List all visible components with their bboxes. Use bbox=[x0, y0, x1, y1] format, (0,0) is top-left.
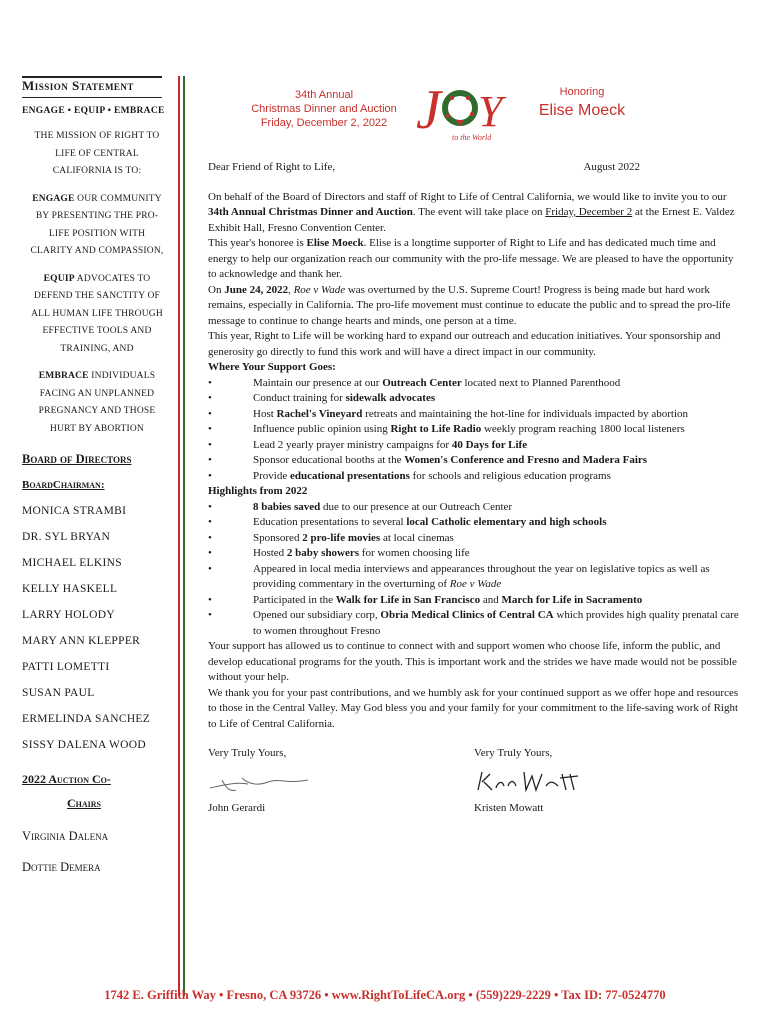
wreath-icon bbox=[445, 93, 475, 123]
mission-line: PREGNANCY AND THOSE bbox=[38, 406, 156, 416]
board-member: ERMELINDA SANCHEZ bbox=[22, 713, 151, 725]
signature-left bbox=[208, 746, 474, 817]
list-item: • Appeared in local media interviews and appearances throughout the year on legislative topics as well as providing commentary in the overturning of Roe v Wade bbox=[208, 562, 740, 593]
closing: Very Truly Yours, bbox=[474, 747, 553, 759]
mission-line: CALIFORNIA IS TO: bbox=[52, 166, 142, 176]
list-item: • Opened our subsidiary corp, Obria Medical Clinics of Central CA which provides high quality prenatal care to women throughout Fresno bbox=[208, 608, 740, 639]
cochairs-title-line: Chairs bbox=[67, 796, 102, 810]
list-item: • Lead 2 yearly prayer ministry campaigns for 40 Days for Life bbox=[208, 438, 740, 454]
logo-j: J bbox=[416, 79, 441, 141]
paragraph: On June 24, 2022, Roe v Wade was overturned by the U.S. Supreme Court! Progress is being made but hard work remains, especially in California. The pro-life movement must continue to educate the public and to spread the pro-life message to continue to change hearts and minds, one person at a time. bbox=[208, 283, 731, 327]
mission-line: LIFE POSITION WITH bbox=[48, 228, 146, 239]
list-item: • Maintain our presence at our Outreach Center located next to Planned Parenthood bbox=[208, 376, 740, 392]
cochairs-title bbox=[22, 767, 172, 815]
mission-rule bbox=[22, 97, 162, 98]
mission-line: FACING AN UNPLANNED bbox=[39, 388, 155, 399]
cochair-name: Dottie Demera bbox=[22, 860, 101, 874]
mission-line: DEFEND THE SANCTITY OF bbox=[33, 291, 161, 301]
tagline: ENGAGE • EQUIP • EMBRACE bbox=[22, 106, 165, 116]
red-divider bbox=[178, 76, 180, 996]
board-member: KELLY HASKELL bbox=[22, 583, 118, 595]
paragraph: This year, Right to Life will be working hard to expand our outreach and education initiatives. Your sponsorship and generosity go directly to fund this work and will have a direct impact in our community. bbox=[208, 330, 721, 358]
mission-engage: ENGAGE OUR COMMUNITY bbox=[32, 193, 162, 204]
mission-line: CLARITY AND COMPASSION, bbox=[30, 246, 164, 256]
mission-text bbox=[22, 128, 172, 438]
letter-date: August 2022 bbox=[583, 161, 640, 173]
board-chairman-label: BoardChairman: bbox=[22, 479, 105, 491]
signer-name: Kristen Mowatt bbox=[474, 802, 544, 814]
event-info bbox=[244, 88, 404, 130]
event-line: Christmas Dinner and Auction bbox=[251, 103, 397, 115]
board-member: MARY ANN KLEPPER bbox=[22, 635, 141, 647]
board-member: PATTI LOMETTI bbox=[22, 661, 110, 673]
logo-y: Y bbox=[478, 87, 503, 136]
highlights-list bbox=[208, 500, 740, 640]
cochairs-title-line: 2022 Auction Co- bbox=[22, 772, 111, 786]
closing: Very Truly Yours, bbox=[208, 747, 287, 759]
list-item: • Influence public opinion using Right to Life Radio weekly program reaching 1800 local listeners bbox=[208, 422, 740, 438]
list-item: • Conduct training for sidewalk advocates bbox=[208, 391, 740, 407]
cochair-name: Virginia Dalena bbox=[22, 829, 109, 843]
list-item: • Provide educational presentations for schools and religious education programs bbox=[208, 469, 740, 485]
joy-logo bbox=[412, 76, 516, 146]
footer-address: 1742 E. Griffith Way • Fresno, CA 93726 • www.RightToLifeCA.org • (559)229-2229 • Tax ID: 77-0524770 bbox=[104, 988, 666, 1002]
honoring-label: Honoring bbox=[559, 86, 605, 98]
signer-name: John Gerardi bbox=[208, 802, 266, 814]
signature-gerardi bbox=[208, 762, 318, 796]
mission-line: ALL HUMAN LIFE THROUGH bbox=[31, 308, 163, 319]
sidebar bbox=[22, 76, 172, 875]
support-list bbox=[208, 376, 740, 485]
signature-block bbox=[208, 746, 740, 817]
letter-body bbox=[208, 160, 740, 817]
mission-equip: EQUIP ADVOCATES TO bbox=[43, 273, 151, 284]
logo-sub: to the World bbox=[452, 133, 492, 142]
paragraph: Your support has allowed us to continue to connect with and support women who choose life, inform the public, and develop educational programs for the youth. This is important work and the strides we have made would not be possible without your help. bbox=[208, 640, 737, 683]
mission-line: LIFE OF CENTRAL bbox=[55, 148, 139, 159]
mission-embrace: EMBRACE INDIVIDUALS bbox=[38, 371, 156, 381]
highlights-title: Highlights from 2022 bbox=[208, 485, 308, 497]
mission-line: THE MISSION OF RIGHT TO bbox=[34, 131, 160, 141]
paragraph: This year's honoree is Elise Moeck. Elise is a longtime supporter of Right to Life and has dedicated much time and energy to help our organization reach our community with the pro-life message. We are pleased to have the opportunity to acknowledge and thank her. bbox=[208, 237, 734, 280]
list-item: • 8 babies saved due to our presence at our Outreach Center bbox=[208, 500, 740, 516]
list-item: • Sponsored 2 pro-life movies at local cinemas bbox=[208, 531, 740, 547]
signature-mowatt bbox=[474, 762, 584, 796]
event-line: Friday, December 2, 2022 bbox=[260, 117, 388, 129]
letter-header bbox=[208, 160, 740, 176]
board-member: LARRY HOLODY bbox=[22, 609, 115, 621]
list-item: • Hosted 2 baby showers for women choosing life bbox=[208, 546, 740, 562]
list-item: • Education presentations to several local Catholic elementary and high schools bbox=[208, 515, 740, 531]
board-member: SUSAN PAUL bbox=[22, 687, 95, 699]
mission-line: TRAINING, AND bbox=[60, 343, 134, 354]
honoree-name: Elise Moeck bbox=[538, 102, 626, 119]
green-divider bbox=[183, 76, 185, 996]
board-member: MONICA STRAMBI bbox=[22, 505, 127, 517]
honoree-block bbox=[522, 86, 642, 120]
mission-line: BY PRESENTING THE PRO- bbox=[35, 211, 159, 221]
board-member: DR. SYL BRYAN bbox=[22, 531, 111, 543]
mission-line: HURT BY ABORTION bbox=[50, 423, 144, 434]
support-title: Where Your Support Goes: bbox=[208, 361, 336, 373]
board-title: Board of Directors bbox=[22, 452, 132, 466]
paragraph: We thank you for your past contributions, and we humbly ask for your continued support as we offer hope and resources to those in the Central Valley. May God bless you and your family for your commitment to the life-saving work of Right to Life of Central California. bbox=[208, 686, 739, 730]
list-item: • Host Rachel's Vineyard retreats and maintaining the hot-line for individuals impacted by abortion bbox=[208, 407, 740, 423]
board-member: SISSY DALENA WOOD bbox=[22, 739, 146, 751]
mission-title: Mission Statement bbox=[22, 78, 134, 93]
salutation: Dear Friend of Right to Life, bbox=[208, 161, 336, 173]
board-member: MICHAEL ELKINS bbox=[22, 557, 122, 569]
paragraph: On behalf of the Board of Directors and staff of Right to Life of Central California, we would like to invite you to our 34th Annual Christmas Dinner and Auction. The event will take place on Friday, December 2 at the Ernest E. Valdez Exhibit Hall, Fresno Convention Center. bbox=[208, 190, 735, 234]
list-item: • Participated in the Walk for Life in San Francisco and March for Life in Sacramento bbox=[208, 593, 740, 609]
signature-right bbox=[474, 746, 740, 817]
mission-line: EFFECTIVE TOOLS AND bbox=[42, 326, 152, 336]
event-line: 34th Annual bbox=[294, 89, 354, 101]
list-item: • Sponsor educational booths at the Women's Conference and Fresno and Madera Fairs bbox=[208, 453, 740, 469]
